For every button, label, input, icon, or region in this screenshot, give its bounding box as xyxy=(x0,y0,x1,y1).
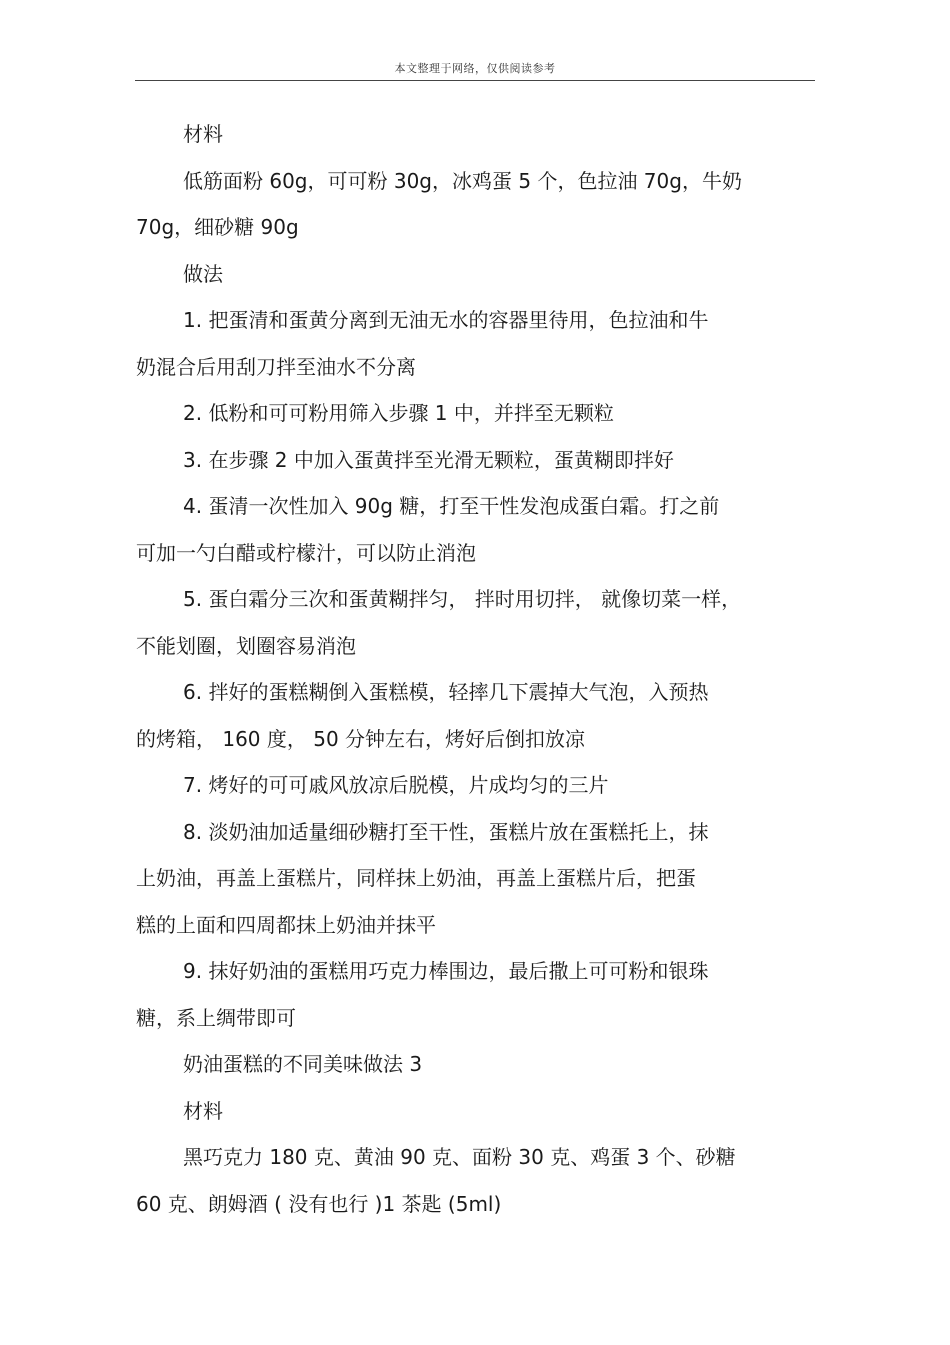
text-line: 低筋面粉 60g，可可粉 30g，冰鸡蛋 5 个，色拉油 70g，牛奶 xyxy=(183,168,742,193)
text-line: 材料 xyxy=(183,1098,223,1123)
page-header: 本文整理于网络，仅供阅读参考 xyxy=(394,62,556,75)
text-line: 4. 蛋清一次性加入 90g 糖，打至干性发泡成蛋白霜。打之前 xyxy=(183,494,720,518)
text-line: 上奶油，再盖上蛋糕片，同样抹上奶油，再盖上蛋糕片后，把蛋 xyxy=(136,866,696,890)
text-line: 可加一勺白醋或柠檬汁，可以防止消泡 xyxy=(136,540,476,565)
document-body xyxy=(136,111,816,1227)
text-line: 的烤箱， 160 度， 50 分钟左右，烤好后倒扣放凉 xyxy=(136,726,586,751)
text-line: 材料 xyxy=(183,122,223,146)
text-line: 奶油蛋糕的不同美味做法 3 xyxy=(183,1052,423,1076)
text-line: 5. 蛋白霜分三次和蛋黄糊拌匀， 拌时用切拌， 就像切菜一样， xyxy=(183,587,742,611)
text-line: 9. 抹好奶油的蛋糕用巧克力棒围边，最后撒上可可粉和银珠 xyxy=(183,959,709,983)
text-line: 做法 xyxy=(183,261,223,286)
text-line: 不能划圈，划圈容易消泡 xyxy=(136,633,356,658)
text-line: 60 克、朗姆酒 ( 没有也行 )1 茶匙 (5ml) xyxy=(136,1191,502,1216)
text-line: 70g，细砂糖 90g xyxy=(136,215,299,239)
text-line: 糕的上面和四周都抹上奶油并抹平 xyxy=(136,912,436,937)
text-line: 8. 淡奶油加适量细砂糖打至干性，蛋糕片放在蛋糕托上，抹 xyxy=(183,819,709,844)
header-divider xyxy=(135,80,815,81)
text-line: 奶混合后用刮刀拌至油水不分离 xyxy=(136,354,416,379)
text-line: 2. 低粉和可可粉用筛入步骤 1 中，并拌至无颗粒 xyxy=(183,401,614,425)
text-line: 1. 把蛋清和蛋黄分离到无油无水的容器里待用，色拉油和牛 xyxy=(183,308,709,332)
text-line: 黑巧克力 180 克、黄油 90 克、面粉 30 克、鸡蛋 3 个、砂糖 xyxy=(183,1145,736,1169)
text-line: 7. 烤好的可可戚风放凉后脱模，片成均匀的三片 xyxy=(183,773,609,797)
text-line: 糖，系上绸带即可 xyxy=(136,1005,296,1030)
text-line: 3. 在步骤 2 中加入蛋黄拌至光滑无颗粒，蛋黄糊即拌好 xyxy=(183,447,674,472)
text-line: 6. 拌好的蛋糕糊倒入蛋糕模，轻摔几下震掉大气泡，入预热 xyxy=(183,680,709,704)
